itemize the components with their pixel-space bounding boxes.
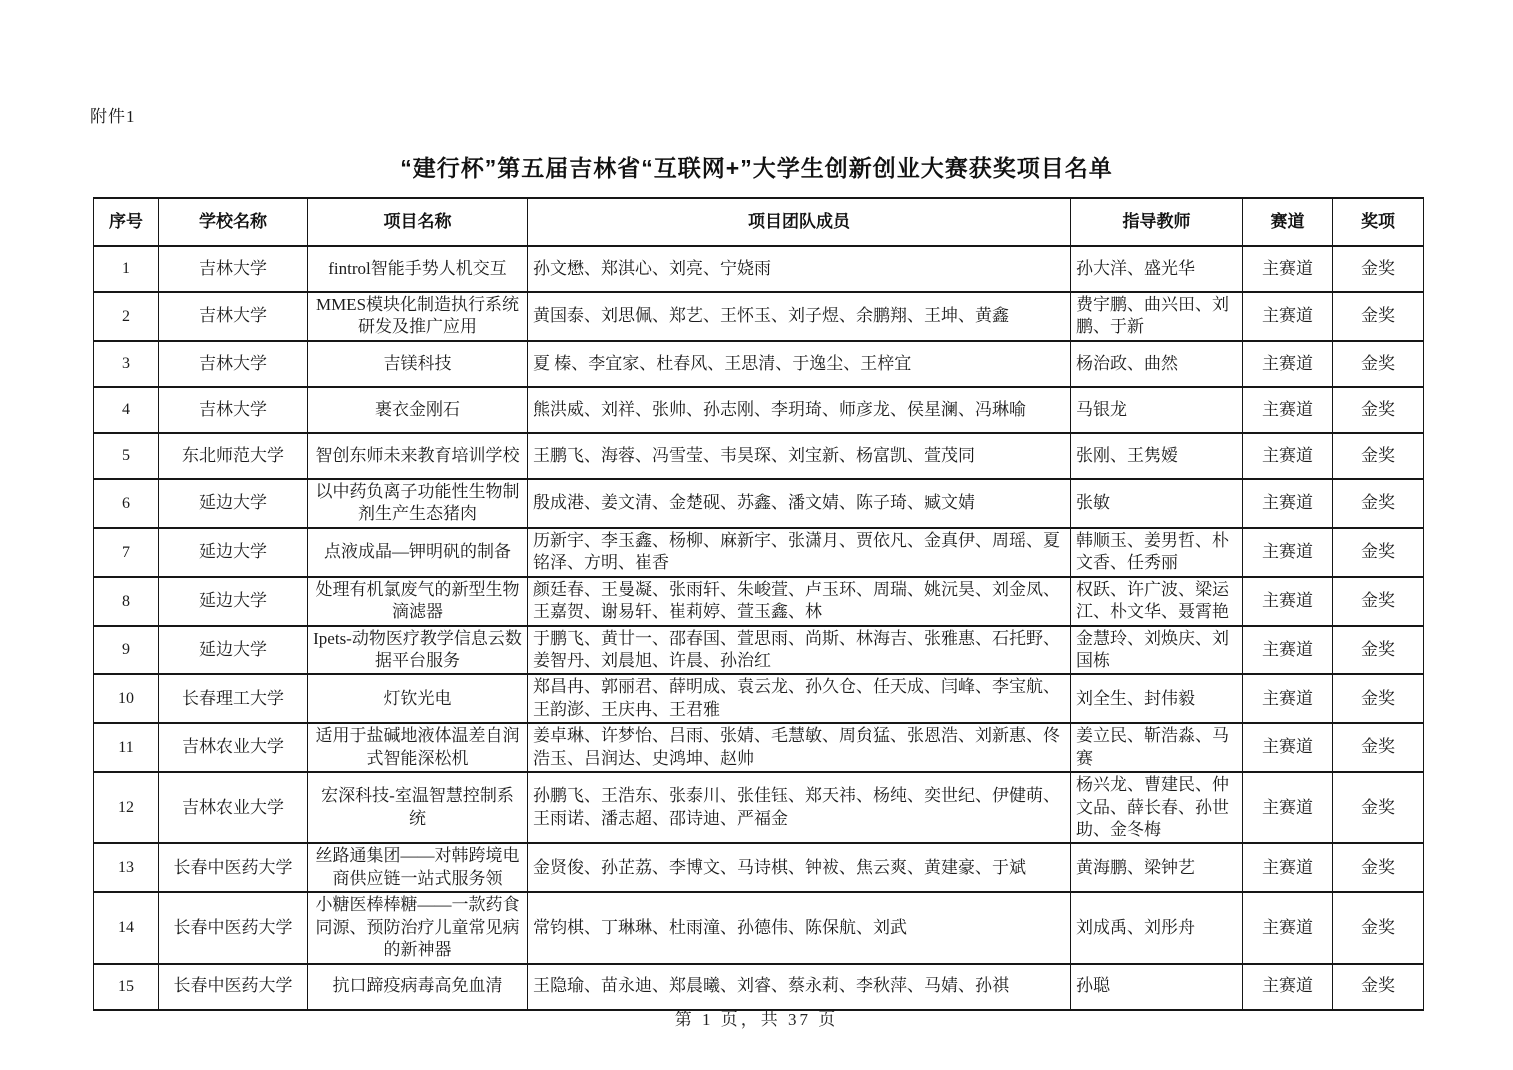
cell-award: 金奖 xyxy=(1333,246,1424,292)
cell-team: 历新宇、李玉鑫、杨柳、麻新宇、张潇月、贾依凡、金真伊、周瑶、夏铭泽、方明、崔香 xyxy=(528,528,1071,577)
cell-team: 孙文懋、郑淇心、刘亮、宁娆雨 xyxy=(528,246,1071,292)
award-projects-table xyxy=(93,197,1424,1011)
header-project: 项目名称 xyxy=(308,198,528,246)
cell-school: 吉林大学 xyxy=(159,341,308,387)
cell-team: 王隐瑜、苗永迪、郑晨曦、刘睿、蔡永莉、李秋萍、马婧、孙祺 xyxy=(528,964,1071,1010)
cell-no: 2 xyxy=(94,292,159,341)
cell-teachers: 孙大洋、盛光华 xyxy=(1071,246,1243,292)
cell-school: 吉林大学 xyxy=(159,292,308,341)
cell-award: 金奖 xyxy=(1333,772,1424,843)
cell-school: 长春理工大学 xyxy=(159,674,308,723)
cell-no: 8 xyxy=(94,577,159,626)
cell-project: 点液成晶—钾明矾的制备 xyxy=(308,528,528,577)
cell-no: 13 xyxy=(94,843,159,892)
header-award: 奖项 xyxy=(1333,198,1424,246)
table-row xyxy=(94,626,1424,675)
cell-school: 长春中医药大学 xyxy=(159,843,308,892)
cell-teachers: 孙聪 xyxy=(1071,964,1243,1010)
cell-team: 黄国泰、刘思佩、郑艺、王怀玉、刘子煜、余鹏翔、王坤、黄鑫 xyxy=(528,292,1071,341)
cell-teachers: 杨兴龙、曹建民、仲文品、薛长春、孙世助、金冬梅 xyxy=(1071,772,1243,843)
table-row xyxy=(94,246,1424,292)
cell-project: 抗口蹄疫病毒高免血清 xyxy=(308,964,528,1010)
table-row xyxy=(94,674,1424,723)
cell-project: 以中药负离子功能性生物制剂生产生态猪肉 xyxy=(308,479,528,528)
table-row xyxy=(94,892,1424,963)
cell-team: 姜卓琳、许梦怡、吕雨、张婧、毛慧敏、周贠猛、张恩浩、刘新惠、佟浩玉、吕润达、史鸿坤、赵帅 xyxy=(528,723,1071,772)
cell-teachers: 马银龙 xyxy=(1071,387,1243,433)
cell-team: 熊洪威、刘祥、张帅、孙志刚、李玥琦、师彦龙、侯星澜、冯琳喻 xyxy=(528,387,1071,433)
cell-award: 金奖 xyxy=(1333,577,1424,626)
table-row xyxy=(94,387,1424,433)
page-title: “建行杯”第五届吉林省“互联网+”大学生创新创业大赛获奖项目名单 xyxy=(400,155,1113,181)
cell-track: 主赛道 xyxy=(1243,674,1333,723)
cell-school: 延边大学 xyxy=(159,626,308,675)
header-team: 项目团队成员 xyxy=(528,198,1071,246)
cell-no: 12 xyxy=(94,772,159,843)
cell-no: 9 xyxy=(94,626,159,675)
cell-project: 小糖医棒棒糖——一款药食同源、预防治疗儿童常见病的新神器 xyxy=(308,892,528,963)
cell-project: 裹衣金刚石 xyxy=(308,387,528,433)
cell-award: 金奖 xyxy=(1333,479,1424,528)
table-row xyxy=(94,528,1424,577)
cell-teachers: 张刚、王隽嫒 xyxy=(1071,433,1243,479)
cell-award: 金奖 xyxy=(1333,528,1424,577)
cell-project: 宏深科技-室温智慧控制系统 xyxy=(308,772,528,843)
cell-teachers: 刘成禹、刘彤舟 xyxy=(1071,892,1243,963)
cell-project: MMES模块化制造执行系统研发及推广应用 xyxy=(308,292,528,341)
cell-teachers: 金慧玲、刘焕庆、刘国栋 xyxy=(1071,626,1243,675)
cell-teachers: 权跃、许广波、梁运江、朴文华、聂霄艳 xyxy=(1071,577,1243,626)
table-row xyxy=(94,577,1424,626)
cell-school: 长春中医药大学 xyxy=(159,892,308,963)
cell-track: 主赛道 xyxy=(1243,892,1333,963)
cell-track: 主赛道 xyxy=(1243,387,1333,433)
cell-project: 适用于盐碱地液体温差自润式智能深松机 xyxy=(308,723,528,772)
cell-no: 10 xyxy=(94,674,159,723)
table-row xyxy=(94,964,1424,1010)
cell-school: 延边大学 xyxy=(159,577,308,626)
cell-team: 金贤俊、孙芷荔、李博文、马诗棋、钟袚、焦云爽、黄建豪、于斌 xyxy=(528,843,1071,892)
cell-award: 金奖 xyxy=(1333,674,1424,723)
cell-school: 延边大学 xyxy=(159,528,308,577)
cell-track: 主赛道 xyxy=(1243,292,1333,341)
cell-award: 金奖 xyxy=(1333,387,1424,433)
table-row xyxy=(94,341,1424,387)
cell-teachers: 刘全生、封伟毅 xyxy=(1071,674,1243,723)
cell-school: 长春中医药大学 xyxy=(159,964,308,1010)
table-body xyxy=(94,246,1424,1010)
cell-project: 吉镁科技 xyxy=(308,341,528,387)
cell-school: 延边大学 xyxy=(159,479,308,528)
table-header-row xyxy=(94,198,1424,246)
cell-no: 14 xyxy=(94,892,159,963)
cell-no: 4 xyxy=(94,387,159,433)
cell-track: 主赛道 xyxy=(1243,964,1333,1010)
cell-school: 吉林农业大学 xyxy=(159,772,308,843)
cell-award: 金奖 xyxy=(1333,723,1424,772)
cell-award: 金奖 xyxy=(1333,892,1424,963)
table-row xyxy=(94,843,1424,892)
cell-teachers: 黄海鹏、梁钟艺 xyxy=(1071,843,1243,892)
cell-project: 智创东师未来教育培训学校 xyxy=(308,433,528,479)
cell-no: 6 xyxy=(94,479,159,528)
cell-award: 金奖 xyxy=(1333,433,1424,479)
cell-project: fintrol智能手势人机交互 xyxy=(308,246,528,292)
cell-project: 丝路通集团——对韩跨境电商供应链一站式服务领 xyxy=(308,843,528,892)
cell-award: 金奖 xyxy=(1333,626,1424,675)
cell-school: 东北师范大学 xyxy=(159,433,308,479)
cell-no: 15 xyxy=(94,964,159,1010)
header-track: 赛道 xyxy=(1243,198,1333,246)
cell-award: 金奖 xyxy=(1333,341,1424,387)
cell-teachers: 杨治政、曲然 xyxy=(1071,341,1243,387)
header-school: 学校名称 xyxy=(159,198,308,246)
cell-project: 灯钦光电 xyxy=(308,674,528,723)
page-number-footer: 第 1 页，共 37 页 xyxy=(674,1010,839,1029)
cell-track: 主赛道 xyxy=(1243,433,1333,479)
cell-team: 常钧棋、丁琳琳、杜雨潼、孙德伟、陈保航、刘武 xyxy=(528,892,1071,963)
cell-team: 颜廷春、王曼凝、张雨轩、朱峻萱、卢玉环、周瑞、姚沅昊、刘金凤、王嘉贺、谢易轩、崔莉婷、萱玉鑫、林 xyxy=(528,577,1071,626)
cell-team: 殷成港、姜文清、金楚砚、苏鑫、潘文婧、陈子琦、臧文婧 xyxy=(528,479,1071,528)
cell-track: 主赛道 xyxy=(1243,626,1333,675)
cell-track: 主赛道 xyxy=(1243,528,1333,577)
table-row xyxy=(94,433,1424,479)
cell-track: 主赛道 xyxy=(1243,479,1333,528)
cell-school: 吉林农业大学 xyxy=(159,723,308,772)
table-row xyxy=(94,479,1424,528)
cell-project: Ipets-动物医疗教学信息云数据平台服务 xyxy=(308,626,528,675)
cell-team: 郑昌冉、郭丽君、薛明成、袁云龙、孙久仓、任天成、闫峰、李宝航、王韵澎、王庆冉、王君雅 xyxy=(528,674,1071,723)
cell-teachers: 张敏 xyxy=(1071,479,1243,528)
table-row xyxy=(94,723,1424,772)
cell-team: 王鹏飞、海蓉、冯雪莹、韦昊琛、刘宝新、杨富凯、萱茂同 xyxy=(528,433,1071,479)
cell-track: 主赛道 xyxy=(1243,772,1333,843)
cell-no: 1 xyxy=(94,246,159,292)
cell-team: 孙鹏飞、王浩东、张泰川、张佳钰、郑天祎、杨纯、奕世纪、伊健萌、王雨诺、潘志超、邵诗迪、严福金 xyxy=(528,772,1071,843)
header-teachers: 指导教师 xyxy=(1071,198,1243,246)
cell-no: 5 xyxy=(94,433,159,479)
cell-no: 11 xyxy=(94,723,159,772)
cell-school: 吉林大学 xyxy=(159,246,308,292)
cell-team: 于鹏飞、黄廿一、邵春国、萱思雨、尚斯、林海吉、张雅惠、石托野、姜智丹、刘晨旭、许晨、孙治红 xyxy=(528,626,1071,675)
cell-award: 金奖 xyxy=(1333,843,1424,892)
cell-teachers: 费宇鹏、曲兴田、刘鹏、于新 xyxy=(1071,292,1243,341)
cell-no: 3 xyxy=(94,341,159,387)
table-row xyxy=(94,772,1424,843)
cell-award: 金奖 xyxy=(1333,292,1424,341)
cell-team: 夏 榛、李宜家、杜春风、王思清、于逸尘、王梓宜 xyxy=(528,341,1071,387)
cell-school: 吉林大学 xyxy=(159,387,308,433)
cell-track: 主赛道 xyxy=(1243,843,1333,892)
cell-track: 主赛道 xyxy=(1243,577,1333,626)
cell-track: 主赛道 xyxy=(1243,246,1333,292)
cell-no: 7 xyxy=(94,528,159,577)
cell-teachers: 韩顺玉、姜男哲、朴文香、任秀丽 xyxy=(1071,528,1243,577)
cell-track: 主赛道 xyxy=(1243,723,1333,772)
table-row xyxy=(94,292,1424,341)
cell-teachers: 姜立民、靳浩淼、马赛 xyxy=(1071,723,1243,772)
cell-track: 主赛道 xyxy=(1243,341,1333,387)
attachment-label: 附件1 xyxy=(90,107,136,126)
header-no: 序号 xyxy=(94,198,159,246)
cell-project: 处理有机氯废气的新型生物滴滤器 xyxy=(308,577,528,626)
cell-award: 金奖 xyxy=(1333,964,1424,1010)
